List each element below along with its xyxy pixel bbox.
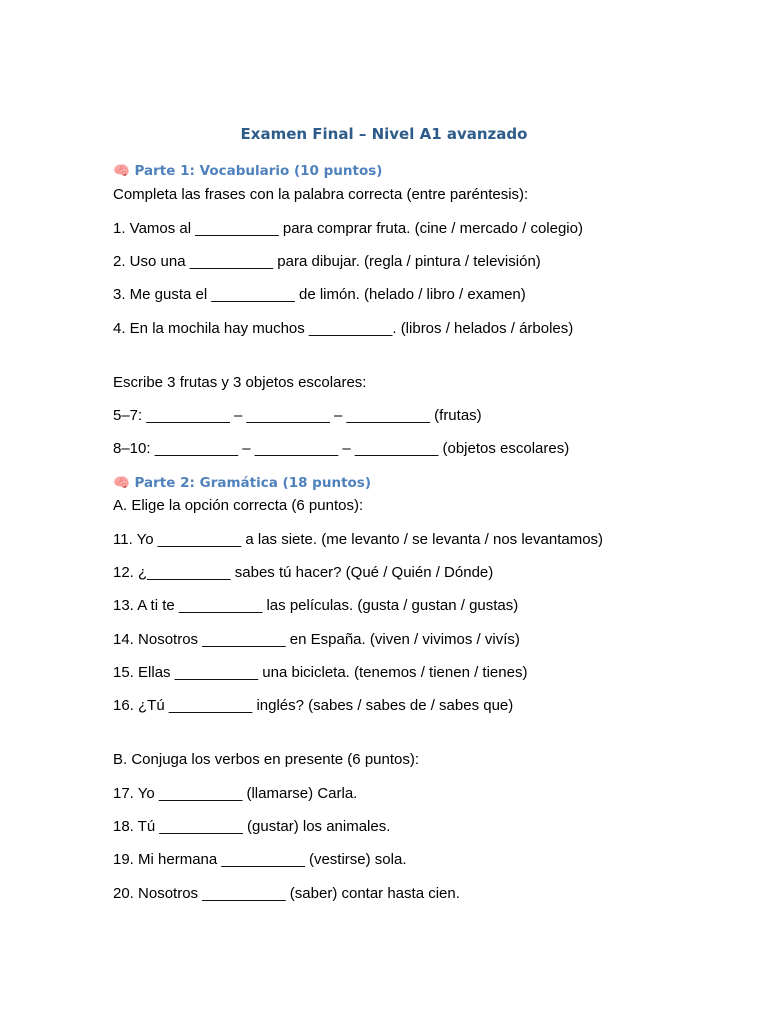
question-11: 11. Yo __________ a las siete. (me levanto / se levanta / nos levantamos): [113, 531, 604, 548]
part1-instruction: Completa las frases con la palabra correcta (entre paréntesis):: [113, 186, 529, 203]
part1-instruction-2: Escribe 3 frutas y 3 objetos escolares:: [113, 374, 367, 391]
question-15: 15. Ellas __________ una bicicleta. (tenemos / tienen / tienes): [113, 664, 528, 681]
question-20: 20. Nosotros __________ (saber) contar hasta cien.: [113, 885, 460, 902]
part2-heading: 🧠 Parte 2: Gramática (18 puntos): [113, 475, 372, 491]
question-12: 12. ¿__________ sabes tú hacer? (Qué / Quién / Dónde): [113, 564, 494, 581]
section-b-instruction: B. Conjuga los verbos en presente (6 puntos):: [113, 751, 420, 768]
question-14: 14. Nosotros __________ en España. (viven / vivimos / vivís): [113, 631, 520, 648]
section-a-instruction: A. Elige la opción correcta (6 puntos):: [113, 497, 364, 514]
question-5-7: 5–7: __________ – __________ – __________ (frutas): [113, 407, 482, 424]
question-16: 16. ¿Tú __________ inglés? (sabes / sabes de / sabes que): [113, 697, 514, 714]
question-8-10: 8–10: __________ – __________ – __________ (objetos escolares): [113, 440, 570, 457]
question-3: 3. Me gusta el __________ de limón. (helado / libro / examen): [113, 286, 526, 303]
question-1: 1. Vamos al __________ para comprar fruta. (cine / mercado / colegio): [113, 220, 583, 237]
exam-title: Examen Final – Nivel A1 avanzado: [240, 125, 528, 143]
part1-heading: 🧠 Parte 1: Vocabulario (10 puntos): [113, 163, 383, 179]
question-18: 18. Tú __________ (gustar) los animales.: [113, 818, 391, 835]
question-19: 19. Mi hermana __________ (vestirse) sola.: [113, 851, 407, 868]
question-4: 4. En la mochila hay muchos __________. (libros / helados / árboles): [113, 320, 574, 337]
question-13: 13. A ti te __________ las películas. (gusta / gustan / gustas): [113, 597, 519, 614]
question-2: 2. Uso una __________ para dibujar. (regla / pintura / televisión): [113, 253, 541, 270]
question-17: 17. Yo __________ (llamarse) Carla.: [113, 785, 358, 802]
